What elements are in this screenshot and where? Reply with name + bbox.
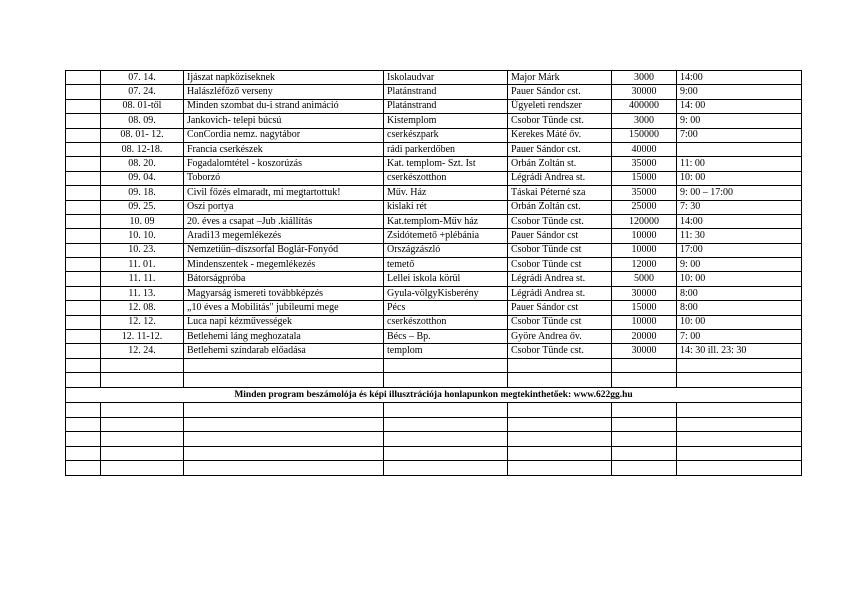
time-cell: 14: 00 <box>677 99 802 113</box>
event-cell: Betlehemi láng meghozatala <box>184 330 384 344</box>
location-cell: Zsidótemető +plébánia <box>384 229 508 243</box>
empty-cell <box>677 358 802 373</box>
empty-cell <box>184 358 384 373</box>
time-cell: 11: 00 <box>677 157 802 171</box>
date-cell: 08. 09. <box>101 114 184 128</box>
time-cell: 8:00 <box>677 301 802 315</box>
empty-cell <box>101 417 184 432</box>
date-cell: 11. 01. <box>101 258 184 272</box>
time-cell: 17:00 <box>677 243 802 257</box>
table-row <box>66 171 802 185</box>
table-row <box>66 315 802 329</box>
empty-cell <box>508 417 612 432</box>
event-cell: Bátorságpróba <box>184 272 384 286</box>
table-row <box>66 85 802 99</box>
location-cell: Országzászló <box>384 243 508 257</box>
row-marker-cell <box>66 99 101 113</box>
empty-cell <box>184 403 384 418</box>
empty-cell <box>384 432 508 447</box>
time-cell: 14:00 <box>677 71 802 85</box>
time-cell: 10: 00 <box>677 171 802 185</box>
event-cell: Jankovich- telepi búcsú <box>184 114 384 128</box>
date-cell: 12. 08. <box>101 301 184 315</box>
amount-cell: 3000 <box>612 114 677 128</box>
table-row-empty <box>66 417 802 432</box>
row-marker-cell <box>66 330 101 344</box>
organizer-cell: Csobor Tünde cst. <box>508 214 612 228</box>
time-cell: 9: 00 <box>677 114 802 128</box>
empty-cell <box>184 461 384 476</box>
date-cell: 10. 09 <box>101 214 184 228</box>
empty-cell <box>66 417 101 432</box>
amount-cell: 40000 <box>612 142 677 156</box>
empty-cell <box>384 358 508 373</box>
location-cell: templom <box>384 344 508 358</box>
empty-cell <box>508 446 612 461</box>
time-cell: 10: 00 <box>677 315 802 329</box>
empty-cell <box>612 403 677 418</box>
date-cell: 12. 11-12. <box>101 330 184 344</box>
location-cell: Kat.templom-Műv ház <box>384 214 508 228</box>
amount-cell: 400000 <box>612 99 677 113</box>
date-cell: 10. 23. <box>101 243 184 257</box>
time-cell: 7:00 <box>677 128 802 142</box>
event-cell: Luca napi kézművességek <box>184 315 384 329</box>
row-marker-cell <box>66 85 101 99</box>
location-cell: rádi parkerdőben <box>384 142 508 156</box>
location-cell: Lellei iskola körül <box>384 272 508 286</box>
empty-cell <box>612 358 677 373</box>
location-cell: Platánstrand <box>384 99 508 113</box>
table-row <box>66 186 802 200</box>
date-cell: 08. 01-től <box>101 99 184 113</box>
event-cell: Aradi13 megemlékezés <box>184 229 384 243</box>
empty-cell <box>508 432 612 447</box>
date-cell: 08. 20. <box>101 157 184 171</box>
empty-cell <box>508 373 612 388</box>
date-cell: 10. 10. <box>101 229 184 243</box>
table-body <box>66 71 802 476</box>
amount-cell: 5000 <box>612 272 677 286</box>
organizer-cell: Kerekes Máté őv. <box>508 128 612 142</box>
empty-cell <box>66 358 101 373</box>
location-cell: Kistemplom <box>384 114 508 128</box>
row-marker-cell <box>66 286 101 300</box>
time-cell: 9:00 <box>677 85 802 99</box>
empty-cell <box>101 446 184 461</box>
time-cell: 8:00 <box>677 286 802 300</box>
amount-cell: 12000 <box>612 258 677 272</box>
time-cell: 9: 00 – 17:00 <box>677 186 802 200</box>
date-cell: 12. 24. <box>101 344 184 358</box>
amount-cell: 15000 <box>612 301 677 315</box>
amount-cell: 30000 <box>612 344 677 358</box>
organizer-cell: Pauer Sándor cst. <box>508 85 612 99</box>
empty-cell <box>184 417 384 432</box>
organizer-cell: Györe Andrea őv. <box>508 330 612 344</box>
organizer-cell: Ügyeleti rendszer <box>508 99 612 113</box>
event-cell: Mindenszentek - megemlékezés <box>184 258 384 272</box>
location-cell: kislaki rét <box>384 200 508 214</box>
location-cell: temető <box>384 258 508 272</box>
row-marker-cell <box>66 142 101 156</box>
date-cell: 08. 01- 12. <box>101 128 184 142</box>
table-row <box>66 344 802 358</box>
empty-cell <box>612 432 677 447</box>
event-cell: Fogadalomtétel - koszorúzás <box>184 157 384 171</box>
empty-cell <box>66 373 101 388</box>
row-marker-cell <box>66 171 101 185</box>
event-cell: Betlehemi színdarab előadása <box>184 344 384 358</box>
organizer-cell: Csobor Tünde cst. <box>508 344 612 358</box>
location-cell: cserkészotthon <box>384 315 508 329</box>
organizer-cell: Csobor Tünde cst. <box>508 114 612 128</box>
event-cell: Toborzó <box>184 171 384 185</box>
row-marker-cell <box>66 200 101 214</box>
empty-cell <box>508 358 612 373</box>
organizer-cell: Pauer Sándor cst <box>508 301 612 315</box>
row-marker-cell <box>66 344 101 358</box>
organizer-cell: Táskai Péterné sza <box>508 186 612 200</box>
location-cell: cserkészpark <box>384 128 508 142</box>
empty-cell <box>677 446 802 461</box>
empty-cell <box>677 461 802 476</box>
empty-cell <box>677 432 802 447</box>
date-cell: 07. 24. <box>101 85 184 99</box>
row-marker-cell <box>66 114 101 128</box>
table-row-empty <box>66 373 802 388</box>
table-row-empty <box>66 358 802 373</box>
empty-cell <box>66 446 101 461</box>
organizer-cell: Csobor Tünde cst <box>508 243 612 257</box>
date-cell: 12. 12. <box>101 315 184 329</box>
empty-cell <box>101 403 184 418</box>
table-row <box>66 243 802 257</box>
location-cell: Műv. Ház <box>384 186 508 200</box>
location-cell: Gyula-völgyKisberény <box>384 286 508 300</box>
table-row <box>66 142 802 156</box>
row-marker-cell <box>66 315 101 329</box>
event-cell: 20. éves a csapat –Jub .kiállítás <box>184 214 384 228</box>
empty-cell <box>384 461 508 476</box>
event-cell: Oszi portya <box>184 200 384 214</box>
location-cell: Kat. templom- Szt. Ist <box>384 157 508 171</box>
row-marker-cell <box>66 71 101 85</box>
organizer-cell: Csobor Tünde cst <box>508 315 612 329</box>
empty-cell <box>384 446 508 461</box>
date-cell: 09. 25. <box>101 200 184 214</box>
empty-cell <box>184 446 384 461</box>
table-row-empty <box>66 461 802 476</box>
table-row-empty <box>66 403 802 418</box>
location-cell: Pécs <box>384 301 508 315</box>
empty-cell <box>101 358 184 373</box>
amount-cell: 3000 <box>612 71 677 85</box>
time-cell: 9: 00 <box>677 258 802 272</box>
table-row <box>66 330 802 344</box>
row-marker-cell <box>66 301 101 315</box>
location-cell: Iskolaudvar <box>384 71 508 85</box>
table-row <box>66 301 802 315</box>
event-cell: Magyarság ismereti továbbképzés <box>184 286 384 300</box>
table-row-empty <box>66 446 802 461</box>
organizer-cell: Csobor Tünde cst <box>508 258 612 272</box>
table-row <box>66 114 802 128</box>
table-row <box>66 272 802 286</box>
time-cell: 14: 30 ill. 23: 30 <box>677 344 802 358</box>
empty-cell <box>66 461 101 476</box>
time-cell: 7: 30 <box>677 200 802 214</box>
amount-cell: 15000 <box>612 171 677 185</box>
event-cell: Civil főzés elmaradt, mi megtartottuk! <box>184 186 384 200</box>
empty-cell <box>101 432 184 447</box>
table-row <box>66 214 802 228</box>
empty-cell <box>612 417 677 432</box>
row-marker-cell <box>66 186 101 200</box>
organizer-cell: Pauer Sándor cst. <box>508 142 612 156</box>
date-cell: 07. 14. <box>101 71 184 85</box>
empty-cell <box>384 373 508 388</box>
date-cell: 11. 13. <box>101 286 184 300</box>
organizer-cell: Orbán Zoltán cst. <box>508 200 612 214</box>
row-marker-cell <box>66 229 101 243</box>
row-marker-cell <box>66 243 101 257</box>
event-cell: Ijászat napköziseknek <box>184 71 384 85</box>
table-row <box>66 200 802 214</box>
organizer-cell: Légrádi Andrea st. <box>508 272 612 286</box>
empty-cell <box>612 461 677 476</box>
location-cell: Platánstrand <box>384 85 508 99</box>
table-row <box>66 229 802 243</box>
event-cell: Halászléfőző verseny <box>184 85 384 99</box>
empty-cell <box>677 417 802 432</box>
table-row <box>66 128 802 142</box>
empty-cell <box>184 373 384 388</box>
empty-cell <box>101 461 184 476</box>
time-cell: 10: 00 <box>677 272 802 286</box>
location-cell: Bécs – Bp. <box>384 330 508 344</box>
organizer-cell: Pauer Sándor cst <box>508 229 612 243</box>
empty-cell <box>508 403 612 418</box>
amount-cell: 10000 <box>612 243 677 257</box>
row-marker-cell <box>66 128 101 142</box>
empty-cell <box>184 432 384 447</box>
table-row <box>66 157 802 171</box>
empty-cell <box>677 403 802 418</box>
empty-cell <box>101 373 184 388</box>
empty-cell <box>677 373 802 388</box>
time-cell: 7: 00 <box>677 330 802 344</box>
date-cell: 08. 12-18. <box>101 142 184 156</box>
event-cell: Minden szombat du-i strand animáció <box>184 99 384 113</box>
event-cell: ConCordia nemz. nagytábor <box>184 128 384 142</box>
row-marker-cell <box>66 157 101 171</box>
row-marker-cell <box>66 258 101 272</box>
event-cell: Francia cserkészek <box>184 142 384 156</box>
amount-cell: 10000 <box>612 315 677 329</box>
amount-cell: 150000 <box>612 128 677 142</box>
footer-row <box>66 388 802 403</box>
table-row <box>66 71 802 85</box>
table-row <box>66 286 802 300</box>
organizer-cell: Major Márk <box>508 71 612 85</box>
organizer-cell: Orbán Zoltán st. <box>508 157 612 171</box>
amount-cell: 25000 <box>612 200 677 214</box>
program-table <box>65 70 802 476</box>
date-cell: 09. 04. <box>101 171 184 185</box>
row-marker-cell <box>66 214 101 228</box>
empty-cell <box>66 403 101 418</box>
location-cell: cserkészotthon <box>384 171 508 185</box>
amount-cell: 30000 <box>612 286 677 300</box>
date-cell: 11. 11. <box>101 272 184 286</box>
time-cell: 11: 30 <box>677 229 802 243</box>
website-note: Minden program beszámolója és képi illusztrációja honlapunkon megtekinthetőek: www.622gg.hu <box>66 388 802 403</box>
organizer-cell: Légrádi Andrea st. <box>508 286 612 300</box>
empty-cell <box>66 432 101 447</box>
row-marker-cell <box>66 272 101 286</box>
table-row <box>66 99 802 113</box>
table-row <box>66 258 802 272</box>
empty-cell <box>612 446 677 461</box>
amount-cell: 35000 <box>612 186 677 200</box>
amount-cell: 35000 <box>612 157 677 171</box>
amount-cell: 20000 <box>612 330 677 344</box>
amount-cell: 10000 <box>612 229 677 243</box>
date-cell: 09. 18. <box>101 186 184 200</box>
table-row-empty <box>66 432 802 447</box>
amount-cell: 120000 <box>612 214 677 228</box>
empty-cell <box>508 461 612 476</box>
empty-cell <box>384 403 508 418</box>
time-cell <box>677 142 802 156</box>
organizer-cell: Légrádi Andrea st. <box>508 171 612 185</box>
event-cell: „10 éves a Mobilitás" jubileumi mege <box>184 301 384 315</box>
empty-cell <box>612 373 677 388</box>
empty-cell <box>384 417 508 432</box>
time-cell: 14:00 <box>677 214 802 228</box>
event-cell: Nemzetiün–díszsorfal Boglár-Fonyód <box>184 243 384 257</box>
amount-cell: 30000 <box>612 85 677 99</box>
